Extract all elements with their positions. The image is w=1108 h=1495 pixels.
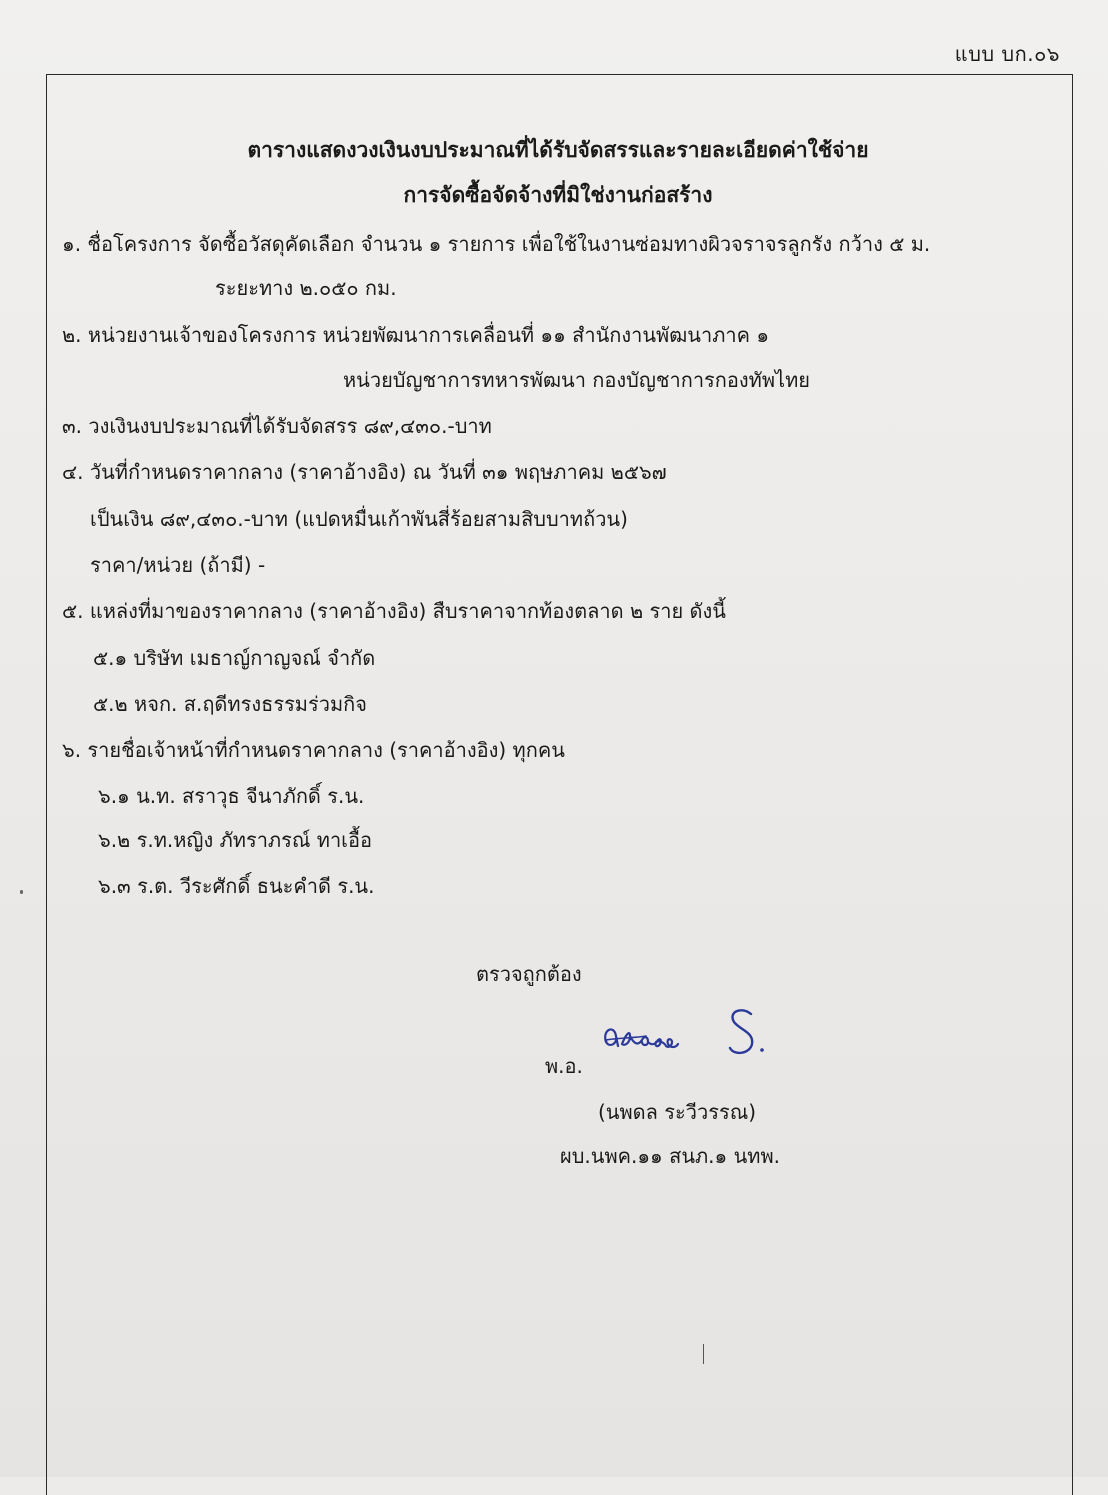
- item-4-reference-date: ๔. วันที่กำหนดราคากลาง (ราคาอ้างอิง) ณ วันที่ ๓๑ พฤษภาคม ๒๕๖๗: [62, 460, 667, 484]
- document-title: ตารางแสดงวงเงินงบประมาณที่ได้รับจัดสรรและรายละเอียดค่าใช้จ่าย: [247, 138, 869, 162]
- item-5-1-source: ๕.๑ บริษัท เมธาญ์กาญจณ์ จำกัด: [93, 646, 376, 670]
- item-1-project-name: ๑. ชื่อโครงการ จัดซื้อวัสดุคัดเลือก จำนวน ๑ รายการ เพื่อใช้ในงานซ่อมทางผิวจราจรลูกรัง กว้าง ๕ ม.: [62, 232, 931, 256]
- item-4-amount: เป็นเงิน ๘๙,๔๓๐.-บาท (แปดหมื่นเก้าพันสี่ร้อยสามสิบบาทถ้วน): [90, 507, 628, 531]
- pen-mark: [703, 1344, 704, 1364]
- item-6-3-official: ๖.๓ ร.ต. วีระศักดิ์ ธนะคำดี ร.น.: [98, 874, 375, 898]
- verified-label: ตรวจถูกต้อง: [476, 962, 582, 986]
- paper-speck: [20, 890, 23, 894]
- item-5-price-sources: ๕. แหล่งที่มาของราคากลาง (ราคาอ้างอิง) สืบราคาจากท้องตลาด ๒ ราย ดังนี้: [62, 599, 726, 623]
- signer-name: (นพดล ระวีวรรณ): [598, 1100, 757, 1124]
- item-6-1-official: ๖.๑ น.ท. สราวุธ จีนาภักดิ์ ร.น.: [98, 784, 365, 808]
- item-5-2-source: ๕.๒ หจก. ส.ฤดีทรงธรรมร่วมกิจ: [93, 692, 367, 716]
- item-3-budget: ๓. วงเงินงบประมาณที่ได้รับจัดสรร ๘๙,๔๓๐.-บาท: [62, 414, 492, 438]
- item-1-distance: ระยะทาง ๒.๐๕๐ กม.: [215, 276, 397, 300]
- handwritten-signature: [596, 1000, 776, 1070]
- item-6-officials: ๖. รายชื่อเจ้าหน้าที่กำหนดราคากลาง (ราคาอ้างอิง) ทุกคน: [62, 738, 565, 762]
- item-2-owner-agency: ๒. หน่วยงานเจ้าของโครงการ หน่วยพัฒนาการเคลื่อนที่ ๑๑ สำนักงานพัฒนาภาค ๑: [62, 323, 770, 347]
- form-code: แบบ บก.๐๖: [954, 42, 1060, 66]
- item-2-owner-agency-cont: หน่วยบัญชาการทหารพัฒนา กองบัญชาการกองทัพไทย: [343, 368, 811, 392]
- document-subtitle: การจัดซื้อจัดจ้างที่มิใช่งานก่อสร้าง: [403, 183, 713, 207]
- signer-rank: พ.อ.: [545, 1054, 583, 1078]
- signer-position: ผบ.นพค.๑๑ สนภ.๑ นทพ.: [560, 1144, 780, 1168]
- item-6-2-official: ๖.๒ ร.ท.หญิง ภัทราภรณ์ ทาเอื้อ: [98, 828, 373, 852]
- item-4-unit-price: ราคา/หน่วย (ถ้ามี) -: [90, 553, 266, 577]
